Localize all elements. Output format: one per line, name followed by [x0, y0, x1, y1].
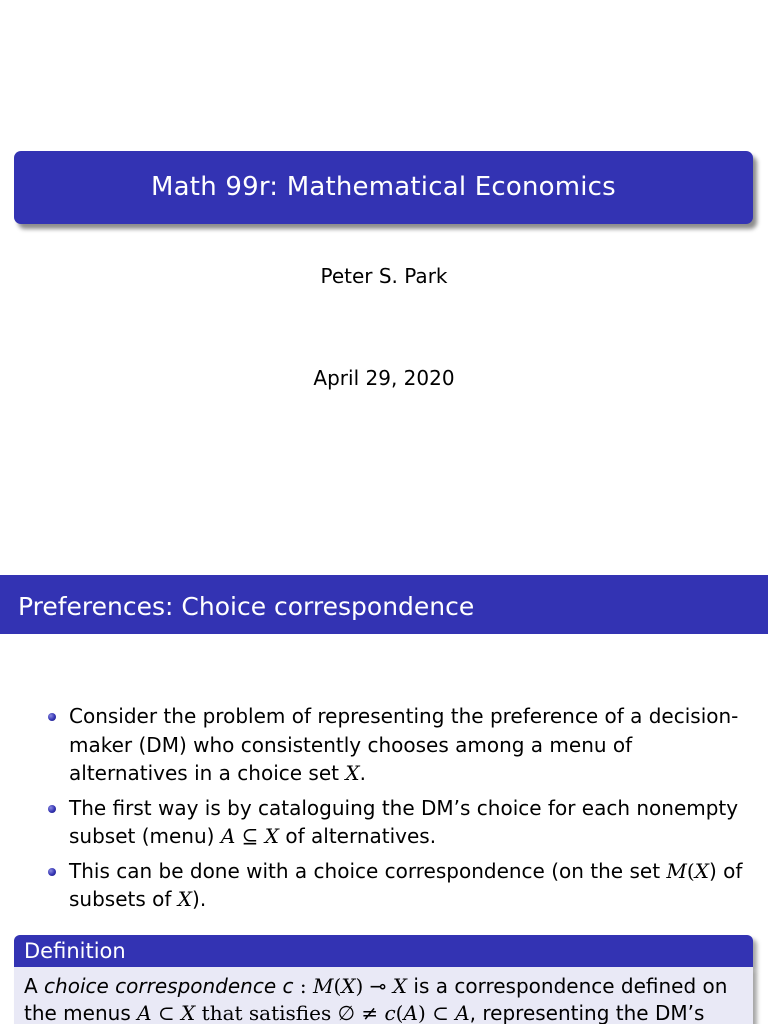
list-item — [45, 702, 745, 788]
definition-text: A choice correspondence c : M(X) ⊸ X is a correspondence defined on the menus A ⊂ X that satisfies ∅ ≠ c(A) ⊂ A, representing the DM’s — [24, 974, 728, 1024]
frame-title — [0, 575, 768, 634]
bullet-text: Consider the problem of representing the preference of a decision-maker (DM) who consistently chooses among a menu of alternatives in a choice set X. — [69, 704, 739, 785]
bullet-list — [45, 702, 745, 920]
title-box — [14, 151, 753, 224]
definition-header — [14, 935, 753, 967]
author: Peter S. Park — [320, 264, 448, 288]
date: April 29, 2020 — [313, 366, 455, 390]
list-item — [45, 794, 745, 851]
bullet-text: This can be done with a choice correspondence (on the set M(X) of subsets of X). — [69, 858, 743, 911]
bullet-text: The first way is by cataloguing the DM’s choice for each nonempty subset (menu) A ⊆ X of alternatives. — [69, 795, 739, 848]
definition-title: Definition — [24, 939, 126, 963]
bullet-icon — [48, 805, 56, 813]
bullet-icon — [48, 868, 56, 876]
bullet-icon — [48, 713, 56, 721]
slide-title: Math 99r: Mathematical Economics — [151, 172, 616, 202]
definition-body — [14, 967, 753, 1024]
frame-title-text: Preferences: Choice correspondence — [18, 592, 475, 621]
list-item — [45, 857, 745, 914]
